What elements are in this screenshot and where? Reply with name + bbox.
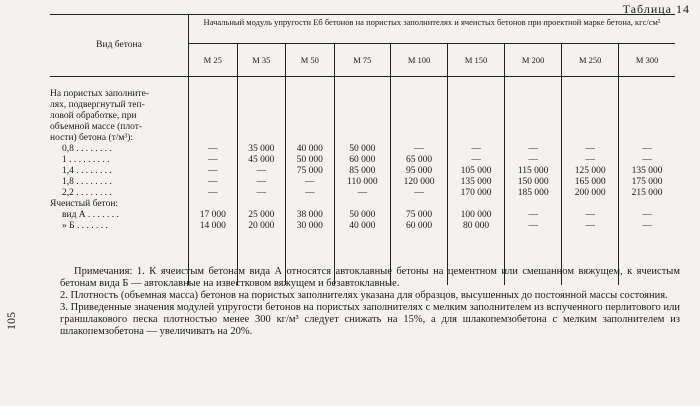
concrete-type-column bbox=[50, 77, 189, 286]
modulus-value bbox=[562, 89, 618, 100]
modulus-value bbox=[448, 199, 504, 210]
grade-header: M 75 bbox=[334, 44, 390, 77]
modulus-value bbox=[238, 111, 286, 122]
modulus-value: 175 000 bbox=[631, 177, 663, 187]
modulus-value bbox=[286, 199, 334, 210]
modulus-value: — bbox=[208, 177, 218, 187]
modulus-value: — bbox=[642, 210, 652, 220]
modulus-value bbox=[619, 89, 675, 100]
modulus-value: — bbox=[528, 155, 538, 165]
grade-value-column bbox=[448, 77, 505, 286]
modulus-value: 135 000 bbox=[460, 177, 492, 187]
note-3: 3. Приведенные значения модулей упругости бетонов на пористых заполнителях с мелким заполнителем из вспученного перлитового или граншлакового песка плотностью менее 300 кг/м³ следует снижать на 15%, а для шлакопемзобетона с мелким заполнителем из шлакопемзобетона — увеличивать на 20%. bbox=[60, 302, 680, 337]
modulus-value bbox=[505, 100, 561, 111]
modulus-value: — bbox=[414, 188, 424, 198]
concrete-row-label: 1,4 . . . . . . . . bbox=[62, 166, 112, 176]
modulus-value: 25 000 bbox=[248, 210, 275, 220]
modulus-value bbox=[391, 89, 447, 100]
modulus-value bbox=[238, 133, 286, 144]
modulus-value: 45 000 bbox=[248, 155, 275, 165]
modulus-value: — bbox=[208, 155, 218, 165]
modulus-value bbox=[619, 122, 675, 133]
modulus-value: 85 000 bbox=[349, 166, 376, 176]
modulus-value: 150 000 bbox=[517, 177, 549, 187]
concrete-row-label: 1 . . . . . . . . . bbox=[62, 155, 110, 165]
modulus-value: 50 000 bbox=[349, 210, 376, 220]
grade-header: M 25 bbox=[189, 44, 238, 77]
modulus-value bbox=[189, 100, 237, 111]
header-group-title: Начальный модуль упругости Eб бетонов на пористых заполнителях и ячеистых бетонов при проектной марке бетона, кгс/см² bbox=[189, 15, 676, 44]
modulus-value: 40 000 bbox=[349, 221, 376, 231]
modulus-value bbox=[335, 89, 390, 100]
modulus-value: 75 000 bbox=[296, 166, 323, 176]
modulus-value: 60 000 bbox=[349, 155, 376, 165]
grade-value-column bbox=[391, 77, 448, 286]
modulus-value: — bbox=[471, 144, 481, 154]
modulus-value bbox=[562, 111, 618, 122]
header-concrete-type: Вид бетона bbox=[50, 15, 189, 77]
modulus-value bbox=[505, 122, 561, 133]
modulus-value bbox=[286, 122, 334, 133]
modulus-value bbox=[391, 122, 447, 133]
modulus-value bbox=[619, 133, 675, 144]
modulus-value bbox=[562, 100, 618, 111]
modulus-value: 170 000 bbox=[460, 188, 492, 198]
modulus-value: 215 000 bbox=[631, 188, 663, 198]
modulus-value: — bbox=[305, 188, 315, 198]
modulus-value: — bbox=[528, 210, 538, 220]
modulus-value: — bbox=[471, 155, 481, 165]
modulus-value bbox=[448, 122, 504, 133]
concrete-row-label: Ячеистый бетон: bbox=[50, 199, 119, 209]
modulus-value: — bbox=[642, 144, 652, 154]
modulus-value: — bbox=[256, 188, 267, 198]
modulus-value bbox=[391, 100, 447, 111]
modulus-value: — bbox=[414, 144, 424, 154]
modulus-value bbox=[286, 133, 334, 144]
concrete-row-label: лях, подвергнутый теп- bbox=[50, 100, 145, 110]
modulus-value bbox=[505, 133, 561, 144]
modulus-value bbox=[505, 199, 561, 210]
modulus-value bbox=[238, 199, 286, 210]
modulus-value: 65 000 bbox=[405, 155, 433, 165]
modulus-value: 120 000 bbox=[403, 177, 435, 187]
modulus-value: — bbox=[208, 144, 218, 154]
modulus-value bbox=[335, 100, 390, 111]
note-1: Примечания: 1. К ячеистым бетонам вида А относятся автоклавные бетоны на цементном или смешанном вяжущем, к ячеистым бетонам вида Б — автоклавные на известковом вяжущем и безавтоклавные. bbox=[60, 266, 680, 289]
modulus-value bbox=[335, 133, 390, 144]
concrete-row-label: » Б . . . . . . . bbox=[62, 221, 108, 231]
modulus-value bbox=[238, 100, 286, 111]
modulus-value: 135 000 bbox=[631, 166, 663, 176]
modulus-value: 165 000 bbox=[574, 177, 606, 187]
modulus-value: — bbox=[256, 177, 267, 187]
modulus-value: — bbox=[256, 166, 267, 176]
modulus-value bbox=[238, 122, 286, 133]
grade-header: M 200 bbox=[505, 44, 562, 77]
modulus-value: — bbox=[585, 221, 595, 231]
modulus-value bbox=[448, 100, 504, 111]
modulus-value: — bbox=[305, 177, 315, 187]
concrete-row-label: 0,8 . . . . . . . . bbox=[62, 144, 112, 154]
modulus-value bbox=[619, 111, 675, 122]
page-number: 105 bbox=[4, 312, 18, 330]
grade-value-column bbox=[562, 77, 619, 286]
modulus-value: 20 000 bbox=[248, 221, 275, 231]
modulus-value bbox=[189, 89, 237, 100]
modulus-value bbox=[189, 122, 237, 133]
modulus-value: 75 000 bbox=[405, 210, 433, 220]
grade-value-column bbox=[334, 77, 390, 286]
modulus-value: 50 000 bbox=[349, 144, 376, 154]
modulus-value bbox=[335, 111, 390, 122]
grade-header: M 150 bbox=[448, 44, 505, 77]
grade-header: M 35 bbox=[237, 44, 286, 77]
modulus-value: — bbox=[585, 210, 595, 220]
modulus-value bbox=[619, 100, 675, 111]
modulus-value: — bbox=[528, 221, 538, 231]
modulus-value: 185 000 bbox=[517, 188, 549, 198]
table-body-row bbox=[50, 77, 675, 286]
modulus-value: — bbox=[208, 166, 218, 176]
modulus-value bbox=[189, 133, 237, 144]
modulus-value: 125 000 bbox=[574, 166, 606, 176]
grade-header: M 100 bbox=[391, 44, 448, 77]
modulus-value bbox=[286, 89, 334, 100]
concrete-row-label: ности) бетона (т/м³): bbox=[50, 133, 134, 143]
modulus-value bbox=[448, 111, 504, 122]
modulus-value bbox=[238, 89, 286, 100]
modulus-value bbox=[335, 122, 390, 133]
grade-header: M 300 bbox=[619, 44, 675, 77]
modulus-table bbox=[50, 14, 675, 285]
modulus-value bbox=[391, 199, 447, 210]
modulus-value: — bbox=[357, 188, 368, 198]
modulus-value bbox=[448, 89, 504, 100]
modulus-value: — bbox=[585, 144, 595, 154]
modulus-value: 200 000 bbox=[574, 188, 606, 198]
modulus-value: 115 000 bbox=[517, 166, 549, 176]
concrete-row-label: На пористых заполните- bbox=[50, 89, 149, 99]
notes bbox=[60, 266, 680, 338]
concrete-row-label: ловой обработке, при bbox=[50, 111, 137, 121]
modulus-value: 100 000 bbox=[460, 210, 492, 220]
grade-header: M 50 bbox=[286, 44, 335, 77]
grade-value-column bbox=[237, 77, 286, 286]
modulus-value bbox=[335, 199, 390, 210]
modulus-value bbox=[562, 199, 618, 210]
modulus-value bbox=[189, 111, 237, 122]
modulus-value: — bbox=[642, 221, 652, 231]
modulus-value: 60 000 bbox=[405, 221, 433, 231]
modulus-value bbox=[286, 100, 334, 111]
grade-value-column bbox=[189, 77, 238, 286]
grade-value-column bbox=[619, 77, 675, 286]
table-label: Таблица 14 bbox=[622, 2, 690, 16]
grade-value-column bbox=[286, 77, 335, 286]
modulus-value bbox=[448, 133, 504, 144]
modulus-value: — bbox=[208, 188, 218, 198]
modulus-value bbox=[391, 133, 447, 144]
modulus-value: 80 000 bbox=[463, 221, 490, 231]
modulus-value: 105 000 bbox=[460, 166, 492, 176]
concrete-row-label: вид А . . . . . . . bbox=[62, 210, 119, 220]
modulus-value bbox=[391, 111, 447, 122]
concrete-row-label: 2,2 . . . . . . . . bbox=[62, 188, 112, 198]
modulus-value: — bbox=[642, 155, 652, 165]
note-2: 2. Плотность (объемная масса) бетонов на пористых заполнителях указана для образцов, высушенных до постоянной массы состояния. bbox=[60, 290, 668, 301]
modulus-value: 38 000 bbox=[296, 210, 323, 220]
modulus-value bbox=[562, 133, 618, 144]
modulus-value bbox=[286, 111, 334, 122]
modulus-value: 95 000 bbox=[405, 166, 433, 176]
modulus-value: 50 000 bbox=[296, 155, 323, 165]
modulus-value: 17 000 bbox=[199, 210, 226, 220]
modulus-value bbox=[562, 122, 618, 133]
concrete-row-label: объемной массе (плот- bbox=[50, 122, 143, 132]
modulus-value bbox=[619, 199, 675, 210]
modulus-value: 40 000 bbox=[296, 144, 323, 154]
modulus-value: — bbox=[528, 144, 538, 154]
modulus-value: — bbox=[585, 155, 595, 165]
grade-header: M 250 bbox=[562, 44, 619, 77]
modulus-value: 14 000 bbox=[199, 221, 226, 231]
grade-value-column bbox=[505, 77, 562, 286]
concrete-row-label: 1,8 . . . . . . . . bbox=[62, 177, 112, 187]
modulus-value bbox=[505, 111, 561, 122]
modulus-value: 35 000 bbox=[248, 144, 275, 154]
modulus-value: 110 000 bbox=[347, 177, 378, 187]
modulus-value bbox=[189, 199, 237, 210]
modulus-value: 30 000 bbox=[296, 221, 323, 231]
modulus-value bbox=[505, 89, 561, 100]
